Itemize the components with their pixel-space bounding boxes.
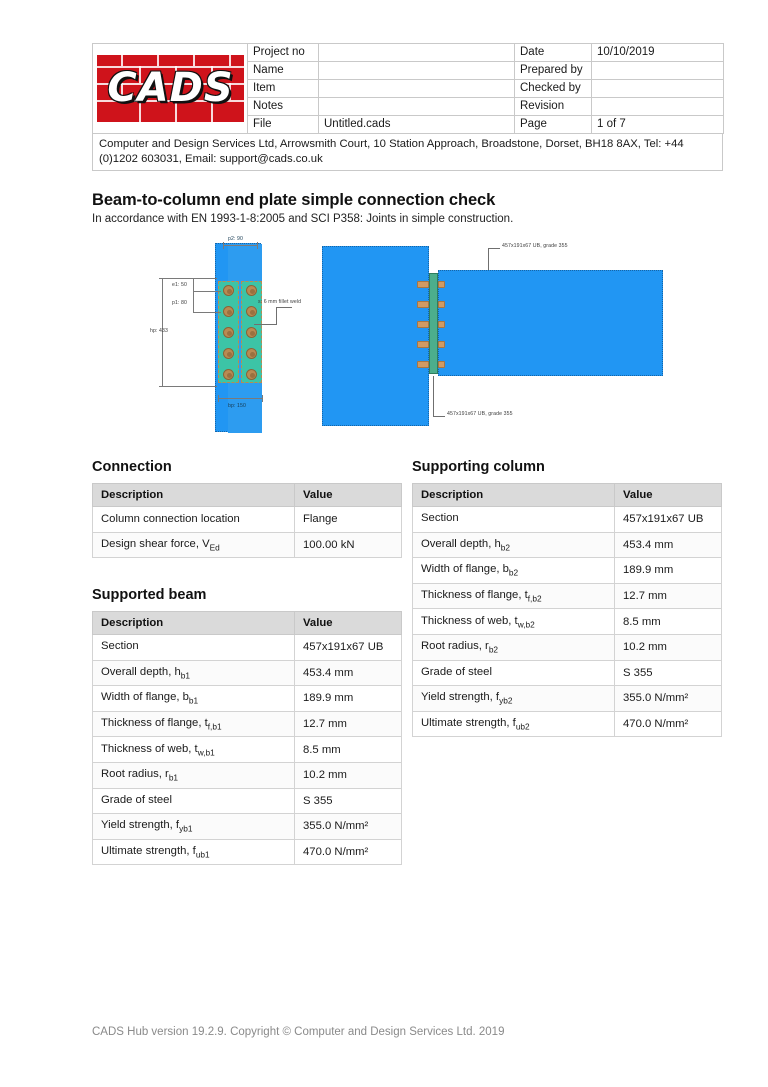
row-value: 470.0 N/mm² xyxy=(615,711,722,737)
row-description-text: Design shear force, V xyxy=(101,537,210,550)
field-label-prepared-by: Prepared by xyxy=(515,62,592,80)
supported-beam-table xyxy=(92,611,402,865)
row-value: 10.2 mm xyxy=(295,762,402,788)
row-description-text: Root radius, r xyxy=(421,640,489,653)
bolt xyxy=(223,285,234,296)
cads-logo-cell xyxy=(93,44,248,134)
cads-logo xyxy=(97,55,244,122)
beam-top-leader-riser xyxy=(488,248,489,270)
bolt xyxy=(246,348,257,359)
row-description-text: Thickness of web, t xyxy=(101,742,198,755)
weld-leader-shelf xyxy=(276,307,292,308)
bolt xyxy=(246,285,257,296)
row-description-text: Section xyxy=(421,512,459,525)
column-header-description: Description xyxy=(93,484,295,507)
field-value-notes[interactable] xyxy=(319,98,515,116)
bolt xyxy=(223,327,234,338)
table-row xyxy=(413,609,722,635)
bolt-side xyxy=(417,321,429,328)
dim-p2-line xyxy=(223,245,257,246)
supporting-column-table xyxy=(412,483,722,737)
table-header-row xyxy=(93,612,402,635)
row-value: S 355 xyxy=(615,660,722,686)
bolt-side xyxy=(417,281,429,288)
row-description-subscript: b2 xyxy=(488,644,499,655)
connection-drawing xyxy=(150,233,670,438)
field-label-notes: Notes xyxy=(248,98,319,116)
header-table-body xyxy=(93,44,724,134)
end-plate-side-view xyxy=(429,273,438,374)
table-row xyxy=(413,583,722,609)
table-row xyxy=(93,814,402,840)
dim-label-p2: p2: 90 xyxy=(228,236,244,242)
bolt-side xyxy=(417,341,429,348)
supporting-column-table-head xyxy=(413,484,722,507)
row-value: 189.9 mm xyxy=(615,558,722,584)
bolt xyxy=(223,306,234,317)
row-description-text: Width of flange, b xyxy=(101,691,189,704)
row-value: Flange xyxy=(295,507,402,533)
row-value: 8.5 mm xyxy=(615,609,722,635)
dim-p2-tick-left xyxy=(223,242,224,249)
beam-top-leader-shelf xyxy=(488,248,500,249)
bolt-side xyxy=(438,321,445,328)
table-row xyxy=(413,532,722,558)
bolt xyxy=(246,327,257,338)
field-value-checked-by[interactable] xyxy=(592,80,724,98)
dim-bp-tick-left xyxy=(218,395,219,402)
page-footer: CADS Hub version 19.2.9. Copyright © Computer and Design Services Ltd. 2019 xyxy=(92,1026,505,1038)
bolt-side xyxy=(417,361,429,368)
row-description-subscript: b1 xyxy=(168,772,179,783)
row-description-subscript: f,b2 xyxy=(527,593,542,604)
supported-beam-3d xyxy=(438,270,663,376)
row-value: 457x191x67 UB xyxy=(295,635,402,661)
bolt xyxy=(246,369,257,380)
field-value-file[interactable]: Untitled.cads xyxy=(319,116,515,134)
table-row xyxy=(413,507,722,533)
dim-label-p1: p1: 80 xyxy=(172,300,188,306)
row-description xyxy=(93,788,295,814)
page-title: Beam-to-column end plate simple connection check xyxy=(92,191,496,209)
row-value: 355.0 N/mm² xyxy=(615,686,722,712)
row-description-text: Root radius, r xyxy=(101,768,169,781)
row-description-text: Overall depth, h xyxy=(101,665,181,678)
row-description-subscript: w,b2 xyxy=(517,618,535,629)
supported-beam-table-body xyxy=(93,635,402,865)
row-description xyxy=(93,660,295,686)
table-row xyxy=(93,532,402,558)
field-value-prepared-by[interactable] xyxy=(592,62,724,80)
field-label-file: File xyxy=(248,116,319,134)
dim-hp-tick-top xyxy=(159,278,217,279)
company-address: Computer and Design Services Ltd, Arrowsmith Court, 10 Station Approach, Broadstone, Dorset, BH18 8AX, Tel: +44 (0)1202 603031, Email: support@cads.co.uk xyxy=(92,134,723,171)
bolt-side xyxy=(417,301,429,308)
row-value: 12.7 mm xyxy=(615,583,722,609)
row-description-subscript: w,b1 xyxy=(197,746,215,757)
table-header-row xyxy=(413,484,722,507)
weld-annotation-label: s: 6 mm fillet weld xyxy=(258,299,302,305)
row-value: 453.4 mm xyxy=(615,532,722,558)
row-description xyxy=(93,762,295,788)
header-row xyxy=(93,44,724,62)
field-value-revision[interactable] xyxy=(592,98,724,116)
row-description xyxy=(413,558,615,584)
row-description-text: Thickness of web, t xyxy=(421,614,518,627)
dim-bp-line xyxy=(218,398,262,399)
field-label-page: Page xyxy=(515,116,592,134)
field-label-item: Item xyxy=(248,80,319,98)
column-header-value: Value xyxy=(615,484,722,507)
dim-p1-tick xyxy=(193,312,221,313)
table-row xyxy=(413,711,722,737)
row-description-subscript: f,b1 xyxy=(207,721,222,732)
row-description-text: Grade of steel xyxy=(421,665,492,678)
row-description xyxy=(413,532,615,558)
bolt-side xyxy=(438,341,445,348)
row-value: 10.2 mm xyxy=(615,634,722,660)
row-value: 189.9 mm xyxy=(295,686,402,712)
field-label-revision: Revision xyxy=(515,98,592,116)
cads-logo-text: CADS xyxy=(107,65,234,111)
row-description xyxy=(93,686,295,712)
row-description xyxy=(413,686,615,712)
row-value: S 355 xyxy=(295,788,402,814)
row-description-subscript: b1 xyxy=(188,695,199,706)
beam-bottom-leader-riser xyxy=(433,376,434,416)
section-heading-supported-beam: Supported beam xyxy=(92,587,207,603)
row-description-text: Thickness of flange, t xyxy=(101,716,208,729)
table-row xyxy=(93,635,402,661)
column-header-description: Description xyxy=(413,484,615,507)
dim-e1-tick xyxy=(193,291,221,292)
row-description-text: Yield strength, f xyxy=(421,691,500,704)
column-header-value: Value xyxy=(295,484,402,507)
row-description-text: Width of flange, b xyxy=(421,563,509,576)
row-description xyxy=(93,635,295,661)
dim-hp-tick-bottom xyxy=(159,386,217,387)
row-description xyxy=(93,814,295,840)
section-heading-supporting-column: Supporting column xyxy=(412,459,545,475)
beam-bottom-annotation-label: 457x191x67 UB, grade 355 xyxy=(447,411,513,417)
row-value: 8.5 mm xyxy=(295,737,402,763)
weld-leader-line xyxy=(254,324,276,325)
row-description xyxy=(93,532,295,558)
row-value: 12.7 mm xyxy=(295,711,402,737)
bolt xyxy=(223,369,234,380)
row-description-text: Grade of steel xyxy=(101,793,172,806)
field-value-project-no[interactable] xyxy=(319,44,515,62)
dim-label-hp: hp: 433 xyxy=(150,328,169,334)
field-label-project-no: Project no xyxy=(248,44,319,62)
table-header-row xyxy=(93,484,402,507)
bolt-side xyxy=(438,361,445,368)
row-description xyxy=(93,711,295,737)
supported-beam-table-head xyxy=(93,612,402,635)
table-row xyxy=(93,762,402,788)
connection-table xyxy=(92,483,402,558)
dim-p1-line xyxy=(193,291,194,312)
row-description xyxy=(413,609,615,635)
row-description-subscript: ub1 xyxy=(195,849,210,860)
beam-top-annotation-label: 457x191x67 UB, grade 355 xyxy=(502,243,568,249)
dim-label-e1: e1: 50 xyxy=(172,282,188,288)
field-value-date[interactable]: 10/10/2019 xyxy=(592,44,724,62)
connection-table-body xyxy=(93,507,402,558)
weld-leader-riser xyxy=(276,307,277,325)
table-row xyxy=(413,686,722,712)
row-value: 453.4 mm xyxy=(295,660,402,686)
field-label-name: Name xyxy=(248,62,319,80)
supporting-column-3d xyxy=(322,246,429,426)
row-description xyxy=(413,660,615,686)
row-description xyxy=(93,737,295,763)
table-row xyxy=(413,634,722,660)
table-row xyxy=(93,660,402,686)
dim-bp-tick-right xyxy=(262,395,263,402)
supporting-column-table-body xyxy=(413,507,722,737)
row-description xyxy=(413,634,615,660)
section-heading-connection: Connection xyxy=(92,459,172,475)
row-description-text: Section xyxy=(101,640,139,653)
page-subtitle: In accordance with EN 1993-1-8:2005 and SCI P358: Joints in simple construction. xyxy=(92,213,514,225)
dim-p2-tick-right xyxy=(257,242,258,249)
beam-bottom-leader-shelf xyxy=(433,416,445,417)
field-value-item[interactable] xyxy=(319,80,515,98)
row-description-text: Ultimate strength, f xyxy=(101,844,196,857)
dim-e1-line xyxy=(193,278,194,291)
row-description-subscript: yb2 xyxy=(499,695,513,706)
row-value: 100.00 kN xyxy=(295,532,402,558)
row-description-text: Thickness of flange, t xyxy=(421,588,528,601)
bolt xyxy=(223,348,234,359)
header-info-table xyxy=(92,43,724,134)
dim-label-bp: bp: 150 xyxy=(228,403,247,409)
row-description-subscript: Ed xyxy=(209,542,220,553)
row-description-subscript: b2 xyxy=(500,542,510,553)
row-description xyxy=(413,711,615,737)
table-row xyxy=(93,839,402,865)
column-header-value: Value xyxy=(295,612,402,635)
row-value: 457x191x67 UB xyxy=(615,507,722,533)
row-description-text: Yield strength, f xyxy=(101,819,180,832)
column-header-description: Description xyxy=(93,612,295,635)
row-value: 355.0 N/mm² xyxy=(295,814,402,840)
table-row xyxy=(93,788,402,814)
table-row xyxy=(93,737,402,763)
row-description xyxy=(413,583,615,609)
connection-table-head xyxy=(93,484,402,507)
table-row xyxy=(413,558,722,584)
row-description-text: Overall depth, h xyxy=(421,537,501,550)
field-label-date: Date xyxy=(515,44,592,62)
row-description-subscript: b2 xyxy=(508,567,519,578)
row-description xyxy=(93,839,295,865)
field-value-page[interactable]: 1 of 7 xyxy=(592,116,724,134)
bolt-side xyxy=(438,301,445,308)
row-value: 470.0 N/mm² xyxy=(295,839,402,865)
table-row xyxy=(93,507,402,533)
row-description-text: Ultimate strength, f xyxy=(421,716,516,729)
bolt xyxy=(246,306,257,317)
row-description-subscript: yb1 xyxy=(179,823,193,834)
field-label-checked-by: Checked by xyxy=(515,80,592,98)
document-header xyxy=(92,43,723,171)
bolt-side xyxy=(438,281,445,288)
field-value-name[interactable] xyxy=(319,62,515,80)
row-description-subscript: b1 xyxy=(180,670,190,681)
table-row xyxy=(93,686,402,712)
row-description-subscript: ub2 xyxy=(515,721,530,732)
row-description: Column connection location xyxy=(93,507,295,533)
table-row xyxy=(93,711,402,737)
row-description xyxy=(413,507,615,533)
table-row xyxy=(413,660,722,686)
